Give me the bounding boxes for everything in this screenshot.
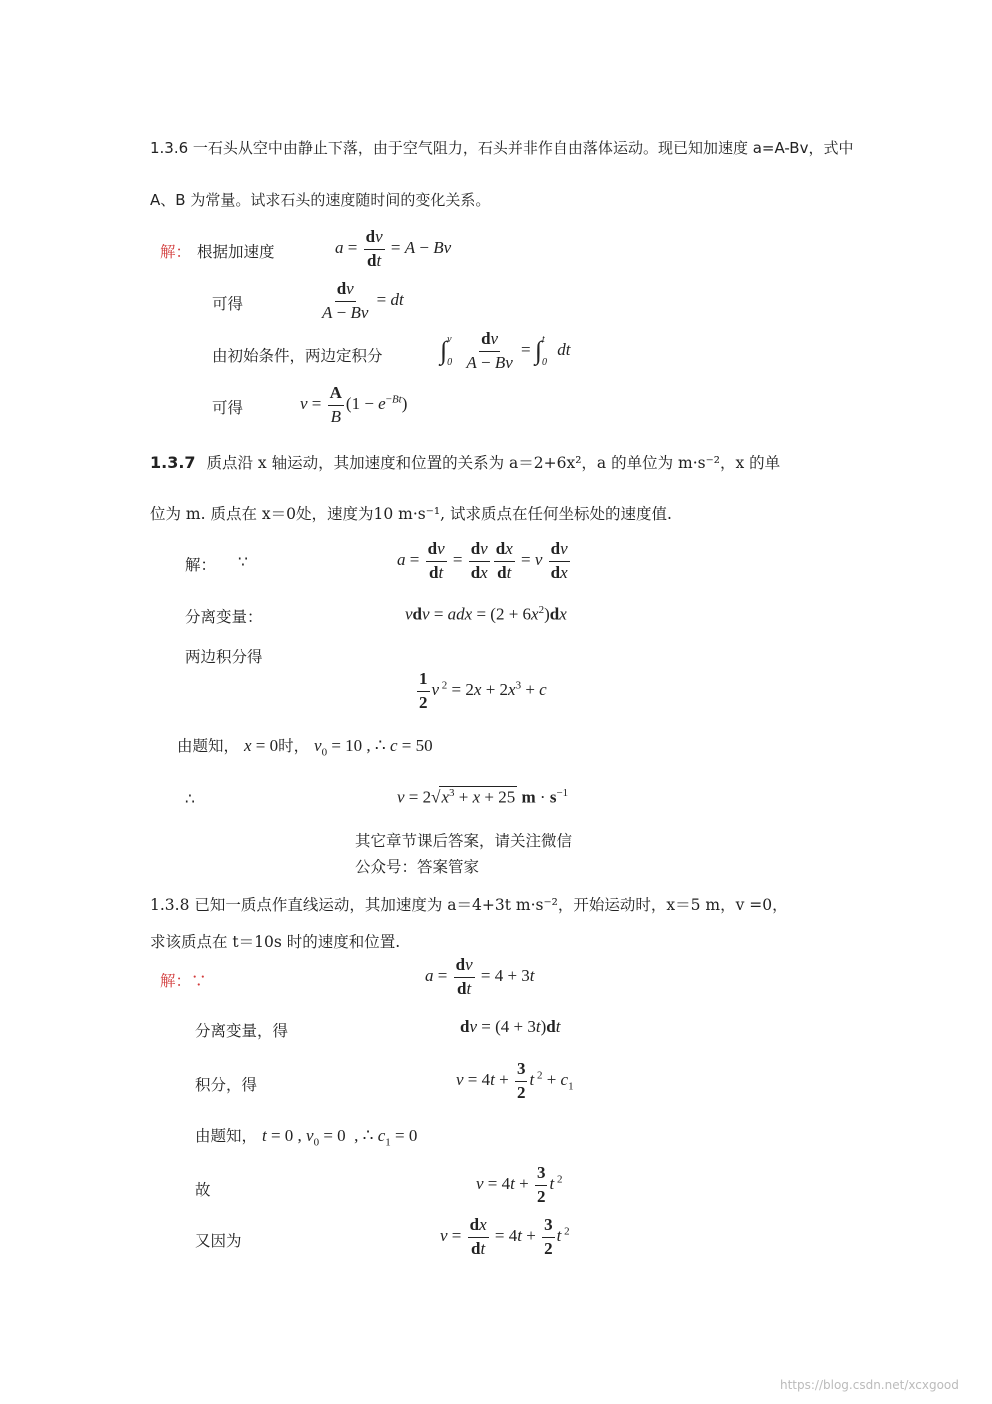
problem-138-line1: 1.3.8 已知一质点作直线运动，其加速度为 a＝4+3t m·s⁻²，开始运动时，x＝5 m，v =0， [150,896,788,914]
problem-137-line1 [150,451,780,473]
step-label: 故 [195,1181,211,1199]
step-label: 由初始条件，两边定积分 [212,347,383,365]
problem-136-line1: 1.3.6 一石头从空中由静止下落，由于空气阻力，石头并非作自由落体运动。现已知加速度 a=A-Bv，式中 [150,139,854,157]
equation-136-3: ∫ v 0 $\frac{dv}{A - Bv}$ = ∫ t 0 dt [440,329,571,372]
step-label: 分离变量： [185,608,263,626]
known-line: 由题知， x = 0时， $v_0 = 10$ , ∴ c = 50 [177,736,433,759]
equation-137-1: a = $\frac{dv}{dt}$ = $\frac{dv}{dx}$ $\frac{dx}{dt}$ = v $\frac{dv}{dx}$ [397,539,568,582]
step-label: 两边积分得 [185,648,263,666]
equation-138-1: a = $\frac{dv}{dt}$ = 4 + 3t [425,955,535,998]
equation-136-1: a = $\frac{dv}{dt}$ = A − Bv [335,227,452,270]
problem-number: 1.3.7 [150,453,196,472]
solution-label: 解：∵ [160,972,207,990]
because-symbol: ∵ [238,553,248,571]
equation-137-3: $\frac{1}{2}$ v $^2 = 2x + 2x^3 + c$ [419,669,547,712]
equation-136-2: $\frac{dv}{A - Bv}$ = dt [322,279,404,322]
equation-137-2: vdv = adx = $(2 + 6x^2)dx$ [405,604,567,624]
solution-label: 解： [160,243,192,261]
problem-136-line2: A、B 为常量。试求石头的速度随时间的变化关系。 [150,191,491,209]
equation-138-2: dv = (4 + 3t)dt [460,1017,561,1036]
step-label: 根据加速度 [197,243,275,261]
equation-138-5: v = $\frac{dx}{dt}$ = 4t + $\frac{3}{2}$ t $^2$ [440,1215,570,1258]
step-label: 分离变量，得 [195,1022,289,1040]
step-label: 积分，得 [195,1076,258,1094]
equation-137-4: $v = 2√x^3 + x + 25$ $m \cdot s^{-1}$ [397,787,569,807]
known-label: 由题知， [195,1127,258,1145]
known-line-138: 由题知， t = 0 , $v_0 = 0$ , ∴ $c_1 = 0$ [195,1126,418,1149]
note-line2: 公众号：答案管家 [355,858,480,876]
equation-138-4: v = 4t + $\frac{3}{2}$ t $^2$ [476,1163,563,1206]
note-line1: 其它章节课后答案，请关注微信 [355,832,573,850]
watermark: https://blog.csdn.net/xcxgood [780,1378,959,1392]
step-label: 可得 [212,399,244,417]
known-tail: 时， [278,737,310,755]
step-label: 可得 [212,295,244,313]
step-label: 又因为 [195,1232,242,1250]
equation-136-4: v = $\frac{A}{B}$ $(1 - e^{-Bt})$ [300,383,408,426]
therefore-symbol: ∴ [185,790,195,808]
known-label: 由题知， [177,737,240,755]
solution-label: 解： [185,556,217,574]
equation-138-3: v = 4t + $\frac{3}{2}$ t $^2 + c_1$ [456,1059,574,1102]
problem-137-text1: 质点沿 x 轴运动，其加速度和位置的关系为 a＝2+6x²，a 的单位为 m·s⁻²，x 的单 [206,454,781,472]
problem-138-line2: 求该质点在 t＝10s 时的速度和位置. [150,933,401,951]
problem-137-line2: 位为 m. 质点在 x＝0处，速度为10 m·s⁻¹, 试求质点在任何坐标处的速度值. [150,505,672,523]
